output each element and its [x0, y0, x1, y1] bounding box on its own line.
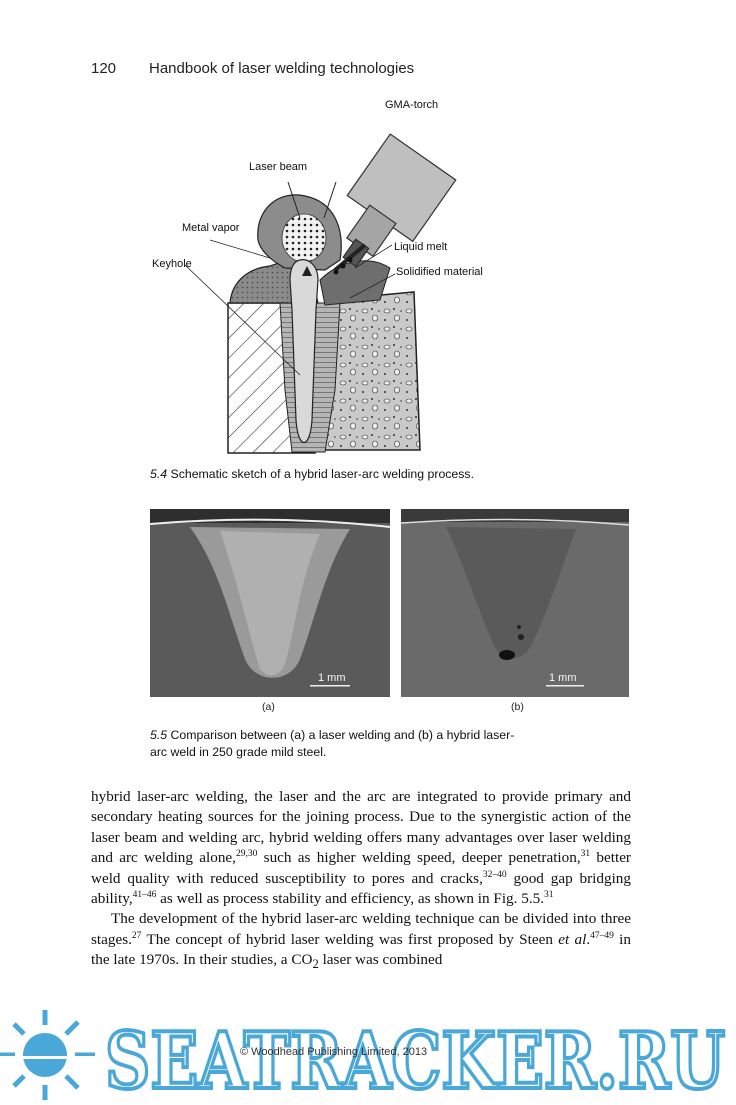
- body-text: [91, 787, 631, 975]
- weld-cross-section-b: [401, 509, 629, 697]
- citation: 41–46: [132, 889, 157, 900]
- running-title: Handbook of laser welding technologies: [149, 60, 415, 77]
- caption-number: 5.4: [150, 467, 168, 481]
- panel-label-a: (a): [262, 701, 275, 713]
- weld-cross-section-a: [150, 509, 390, 697]
- label-metal-vapor: Metal vapor: [182, 222, 240, 234]
- panel-label-b: (b): [511, 701, 524, 713]
- sun-logo-icon: [0, 1010, 100, 1100]
- weld-photo-b: [401, 509, 629, 697]
- watermark-text: SEATRACKER.RU: [105, 1016, 725, 1105]
- label-liquid-melt: Liquid melt: [394, 241, 448, 253]
- subscript: 2: [312, 957, 319, 972]
- page-number: 120: [91, 60, 117, 77]
- weld-photo-a: [150, 509, 390, 697]
- scale-bar-b: 1 mm: [549, 672, 577, 684]
- figure-5-4-caption: 5.4 Schematic sketch of a hybrid laser-arc welding process.: [150, 467, 474, 481]
- label-gma-torch: GMA-torch: [385, 99, 439, 111]
- caption-number: 5.5: [150, 728, 168, 742]
- label-laser-beam: Laser beam: [249, 161, 308, 173]
- figure-5-5-caption: 5.5 Comparison between (a) a laser welding and (b) a hybrid laser- arc weld in 250 grade mild steel.: [150, 728, 515, 759]
- citation: 27: [131, 930, 142, 941]
- paragraph-2: The development of the hybrid laser-arc welding technique can be divided into three stages.$^{27}$ The concept of hybrid laser welding was first proposed by Steen et al.$^{47-49}$ in the late 1970s. In their studies, a $CO_2$ laser was combined: [91, 910, 631, 972]
- paragraph-1: hybrid laser-arc welding, the laser and the arc are integrated to provide primary and secondary heating sources for the joining process. Due to the synergistic action of the laser beam and welding arc, hybrid welding offers many advantages over laser welding and arc welding alone,$^{29,30}$ such as higher welding speed, deeper penetration,$^{31}$ better weld quality with reduced susceptibility to pores and cracks,$^{32-40}$ good gap bridging ability,$^{41-46}$ as well as process stability and efficiency, as shown in Fig. 5.5.31: [91, 788, 631, 908]
- copyright-notice: © Woodhead Publishing Limited, 2013: [240, 1046, 428, 1058]
- citation: 29,30: [235, 849, 258, 860]
- label-keyhole: Keyhole: [152, 258, 192, 270]
- running-header: [91, 60, 414, 77]
- citation: 32–40: [482, 869, 507, 880]
- citation: 47–49: [590, 930, 614, 941]
- scale-bar-a: 1 mm: [318, 672, 346, 684]
- label-solidified-material: Solidified material: [396, 266, 483, 278]
- citation: 31: [544, 889, 554, 900]
- citation: 31: [580, 849, 591, 860]
